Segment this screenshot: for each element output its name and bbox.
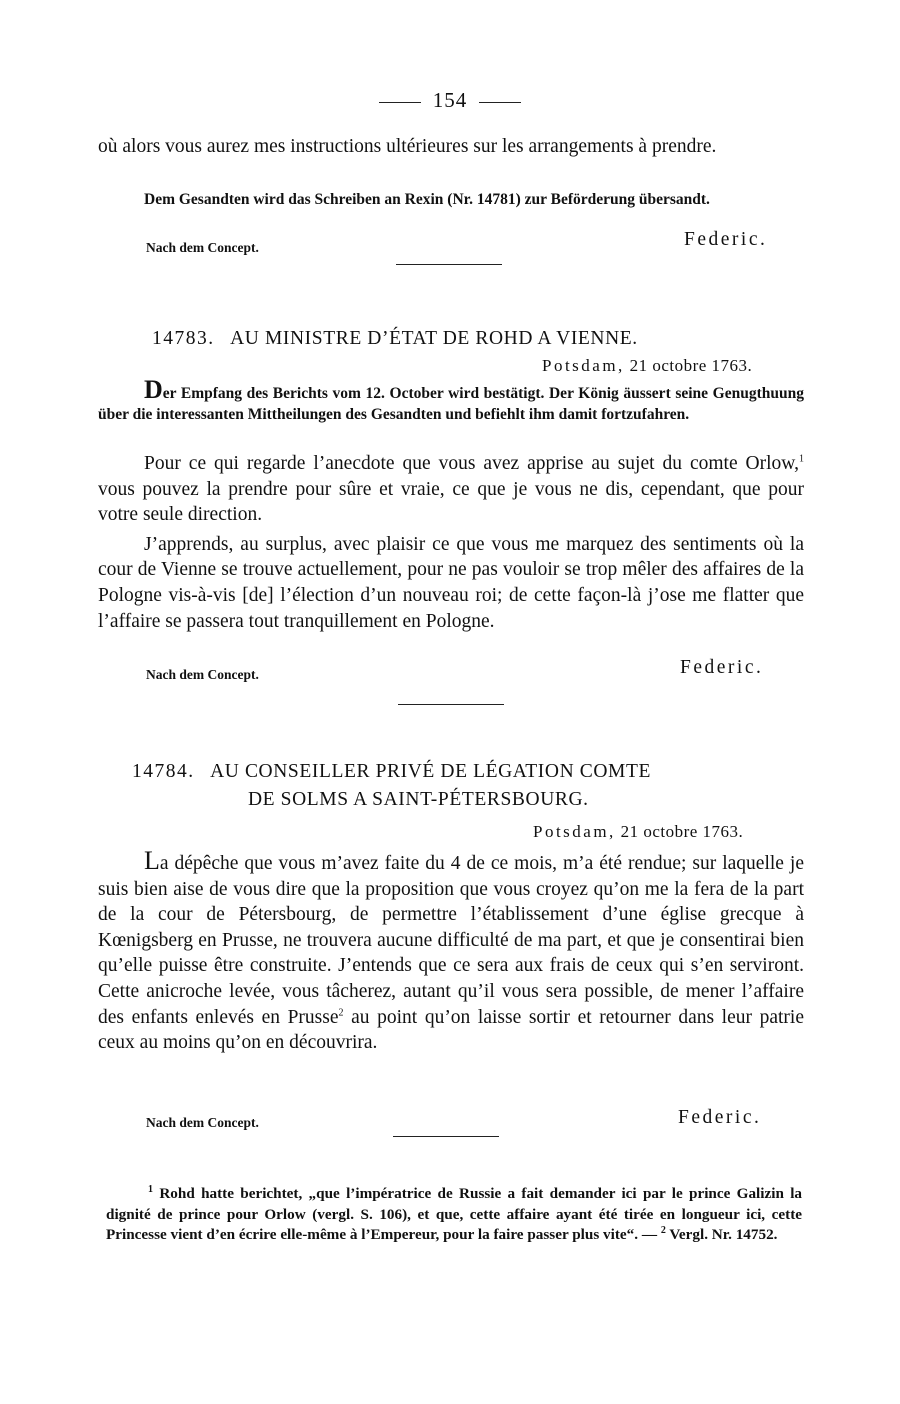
letter1-dateline <box>542 356 752 376</box>
letter1-concept: Nach dem Concept. <box>146 667 259 682</box>
letter2-dateline <box>533 822 743 842</box>
footnote-ref-1: 1 <box>799 453 804 465</box>
section-rule-1 <box>396 264 502 265</box>
footnotes <box>106 1184 802 1246</box>
letter1-date: 21 octobre 1763. <box>629 356 753 375</box>
letter2-concept: Nach dem Concept. <box>146 1115 259 1130</box>
letter2-paragraph <box>98 848 804 1056</box>
section-rule-2 <box>398 704 504 705</box>
letter2-signature: Federic. <box>678 1107 762 1128</box>
footnote-text <box>106 1184 802 1246</box>
letter1-paragraph-2: J’apprends, au surplus, avec plaisir ce que vous me marquez des sentiments où la cour de Vienne se trouve actuellement, pour ne pas vouloir se trop mêler des affaires de la Pologne vis-à-vis [de] l’élection d’un nouveau roi; de cette façon-là j’ose me flatter que l’affaire se passera tout tranquillement en Pologne. <box>98 533 804 632</box>
letter1-signature: Federic. <box>680 657 764 678</box>
footnote-2: Vergl. Nr. 14752. <box>669 1226 778 1243</box>
letter2-title-line1: AU CONSEILLER PRIVÉ DE LÉGATION COMTE <box>210 761 651 782</box>
footnote-ref-2: 2 <box>338 1007 344 1019</box>
letter2-text-b: au point qu’on laisse sortir et retourner dans leur patrie ceux au moins qu’on en découvrira. <box>98 1006 804 1054</box>
letter1-summary-text: er Empfang des Berichts vom 12. October wird bestätigt. Der König äussert seine Genugthuung über die interessanten Mittheilungen des Gesandten und befiehlt ihm damit fortzufahren. <box>98 385 804 423</box>
letter1-p1-text-a: Pour ce qui regarde l’anecdote que vous avez apprise au sujet du comte Orlow, <box>144 453 799 474</box>
letter1-title: AU MINISTRE D’ÉTAT DE ROHD A VIENNE. <box>230 328 638 349</box>
opening-note-block <box>98 189 804 210</box>
letter2-body <box>98 848 804 1056</box>
letter2-heading-line1 <box>132 761 651 783</box>
header-dash-left <box>379 102 421 103</box>
opening-signature: Federic. <box>684 229 768 250</box>
opening-paragraph: où alors vous aurez mes instructions ultérieures sur les arrangements à prendre. <box>98 136 717 157</box>
letter1-number: 14783. <box>152 328 215 349</box>
letter2-text-a: a dépêche que vous m’avez faite du 4 de ce mois, m’a été rendue; sur laquelle je suis bien aise de vous dire que la proposition que vous croyez qu’on me la fera de la part de la cour de Pétersbourg, de permettre l’établissement d’une église grecque à Kœnigsberg en Prusse, ne trouvera aucune difficulté de ma part, et que je consentirai bien qu’elle puisse être construite. J’entends que ce sera aux frais de ceux qui s’en serviront. Cette anicroche levée, vous tâcherez, autant qu’il vous sera possible, de mener l’affaire des enfants enlevés en Prusse <box>98 853 804 1028</box>
letter2-date: 21 octobre 1763. <box>620 822 744 841</box>
footnote-1-mark: 1 <box>148 1183 153 1195</box>
opening-section <box>98 134 804 160</box>
letter1-paragraph-1 <box>98 451 804 528</box>
letter2-number: 14784. <box>132 761 195 782</box>
section-rule-3 <box>393 1136 499 1137</box>
letter1-heading <box>152 328 638 350</box>
opening-note: Dem Gesandten wird das Schreiben an Rexin (Nr. 14781) zur Beförderung übersandt. <box>144 191 710 208</box>
letter2-heading-line2: DE SOLMS A SAINT-PÉTERSBOURG. <box>248 789 589 810</box>
footnote-2-mark: 2 <box>660 1224 666 1236</box>
letter1-p1-text-b: vous pouvez la prendre pour sûre et vraie, ce que je vous ne dis, cependant, que pour votre seule direction. <box>98 478 804 526</box>
letter1-summary-initial: D <box>144 375 163 404</box>
header-dash-right <box>479 102 521 103</box>
letter1-body <box>98 451 804 634</box>
page-number: 154 <box>432 88 468 112</box>
letter2-initial: L <box>144 846 160 875</box>
letter1-summary <box>98 375 804 425</box>
letter1-place: Potsdam, <box>542 356 625 375</box>
letter1-summary-block <box>98 375 804 425</box>
opening-concept: Nach dem Concept. <box>146 240 259 255</box>
page-header <box>0 88 900 113</box>
footnote-1: Rohd hatte berichtet, „que l’impératrice de Russie a fait demander ici par le prince Galizin la dignité de prince pour Orlow (vergl. S. 106), et que, cette affaire ayant été tirée en longueur ici, cette Princesse vient d’en écrire elle-même à l’Empereur, pour la faire passer plus vite“. — <box>106 1185 803 1243</box>
letter2-place: Potsdam, <box>533 822 616 841</box>
